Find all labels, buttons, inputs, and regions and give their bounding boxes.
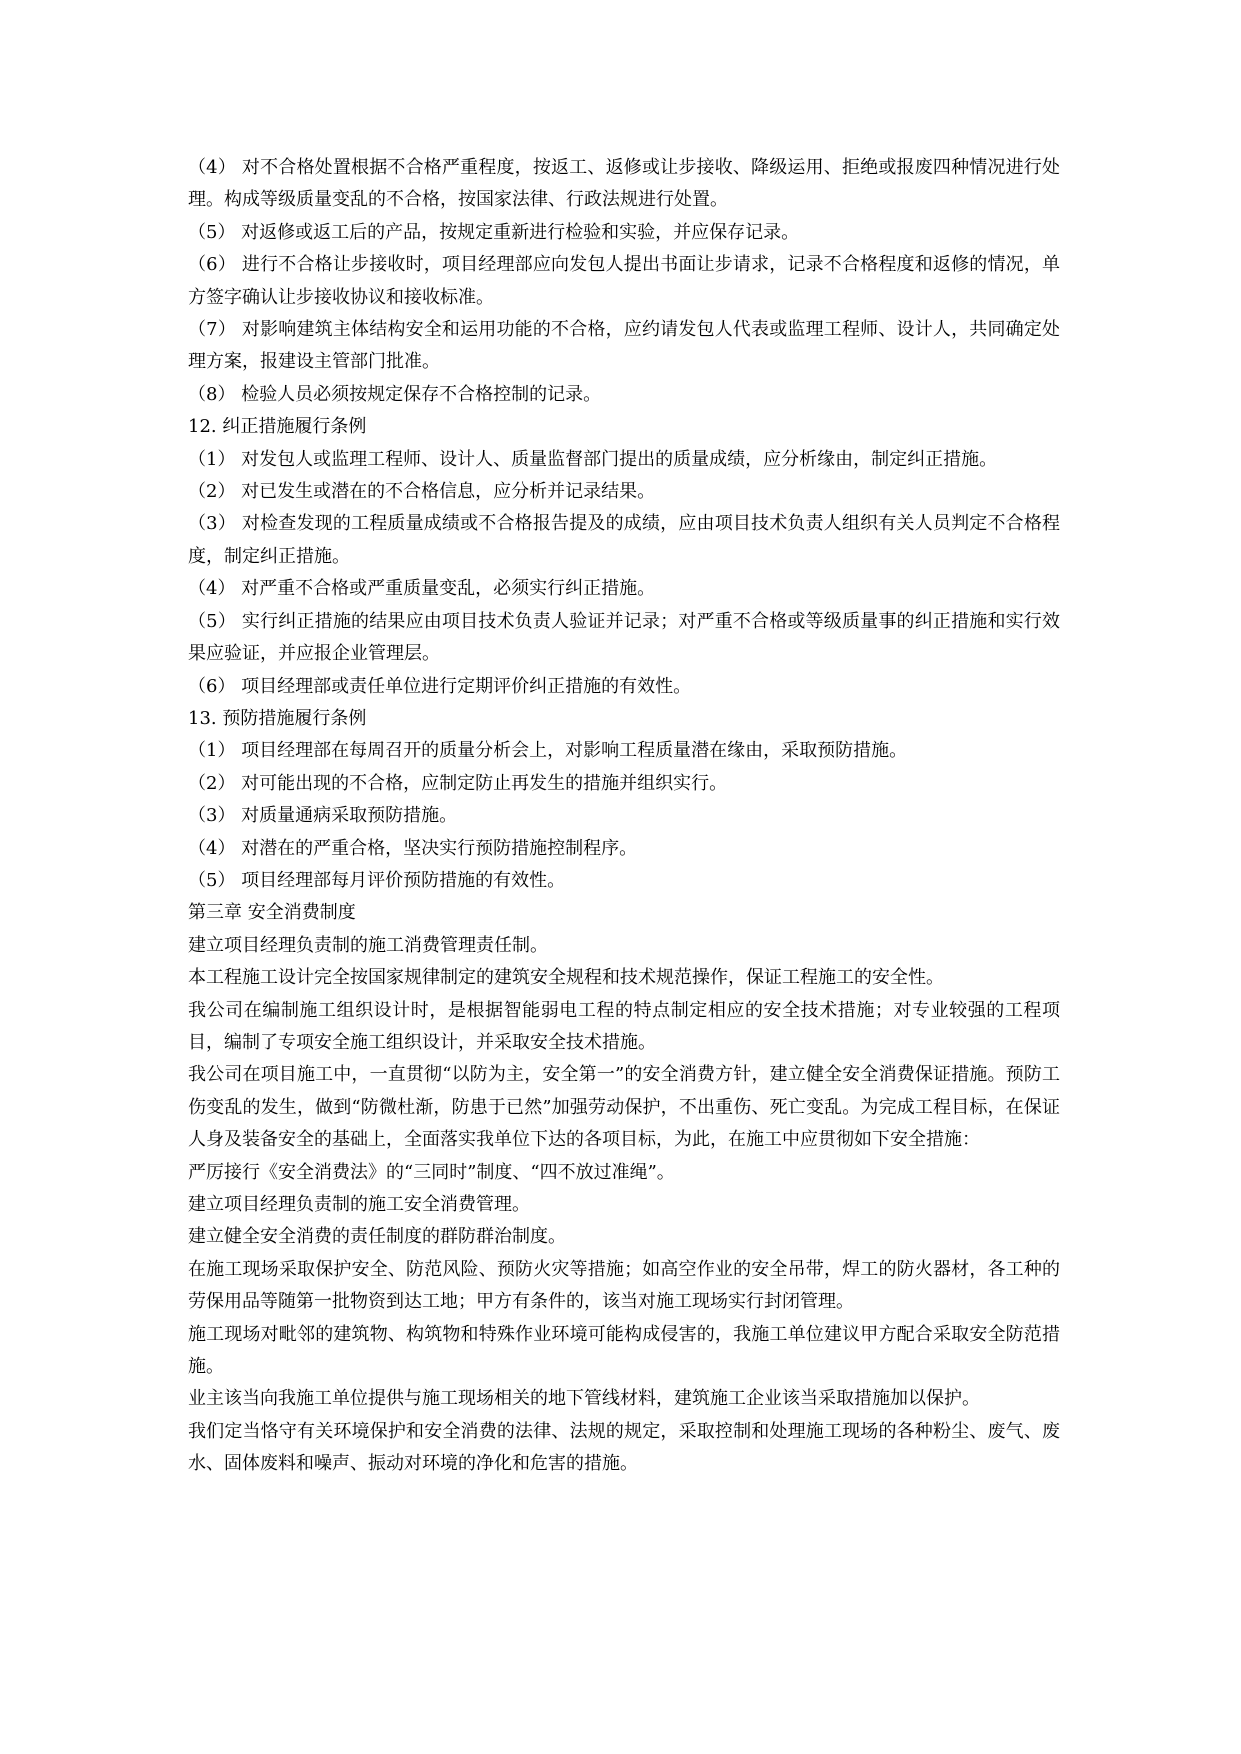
corrective-item-2: （2） 对已发生或潜在的不合格信息，应分析并记录结果。: [188, 481, 656, 503]
safety-paragraph-2: 本工程施工设计完全按国家规律制定的建筑安全规程和技术规范操作，保证工程施工的安全性。: [188, 967, 944, 989]
preventive-item-3: （3） 对质量通病采取预防措施。: [188, 805, 458, 827]
safety-paragraph-10: 业主该当向我施工单位提供与施工现场相关的地下管线材料，建筑施工企业该当采取措施加以保护。: [188, 1388, 980, 1410]
section-heading-12: 12. 纠正措施履行条例: [188, 416, 367, 438]
corrective-item-6: （6） 项目经理部或责任单位进行定期评价纠正措施的有效性。: [188, 675, 692, 697]
safety-paragraph-3: 我公司在编制施工组织设计时，是根据智能弱电工程的特点制定相应的安全技术措施；对专业较强的工程项目，编制了专项安全施工组织设计，并采取安全技术措施。: [188, 999, 1060, 1053]
safety-paragraph-4: 我公司在项目施工中，一直贯彻“以防为主，安全第一”的安全消费方针，建立健全安全消费保证措施。预防工伤变乱的发生，做到“防微杜渐，防患于已然”加强劳动保护，不出重伤、死亡变乱。为完成工程目标，在保证人身及装备安全的基础上，全面落实我单位下达的各项目标，为此，在施工中应贯彻如下安全措施：: [188, 1064, 1060, 1151]
safety-paragraph-5: 严厉接行《安全消费法》的“三同时”制度、“四不放过准绳”。: [188, 1161, 675, 1183]
section-heading-13: 13. 预防措施履行条例: [188, 707, 367, 729]
document-body: [188, 152, 1060, 1481]
corrective-item-1: （1） 对发包人或监理工程师、设计人、质量监督部门提出的质量成绩，应分析缘由，制定纠正措施。: [188, 448, 998, 470]
paragraph-item-7: （7） 对影响建筑主体结构安全和运用功能的不合格，应约请发包人代表或监理工程师、设计人，共同确定处理方案，报建设主管部门批准。: [188, 319, 1060, 373]
preventive-item-1: （1） 项目经理部在每周召开的质量分析会上，对影响工程质量潜在缘由，采取预防措施。: [188, 740, 908, 762]
preventive-item-5: （5） 项目经理部每月评价预防措施的有效性。: [188, 869, 566, 891]
safety-paragraph-8: 在施工现场采取保护安全、防范风险、预防火灾等措施；如高空作业的安全吊带，焊工的防火器材，各工种的劳保用品等随第一批物资到达工地；甲方有条件的，该当对施工现场实行封闭管理。: [188, 1258, 1060, 1313]
corrective-item-5: （5） 实行纠正措施的结果应由项目技术负责人验证并记录；对严重不合格或等级质量事的纠正措施和实行效果应验证，并应报企业管理层。: [188, 610, 1060, 665]
paragraph-item-6: （6） 进行不合格让步接收时，项目经理部应向发包人提出书面让步请求，记录不合格程度和返修的情况，单方签字确认让步接收协议和接收标准。: [188, 254, 1060, 308]
safety-paragraph-1: 建立项目经理负责制的施工消费管理责任制。: [188, 934, 548, 956]
paragraph-item-8: （8） 检验人员必须按规定保存不合格控制的记录。: [188, 383, 602, 405]
preventive-item-2: （2） 对可能出现的不合格，应制定防止再发生的措施并组织实行。: [188, 772, 728, 794]
safety-paragraph-11: 我们定当恪守有关环境保护和安全消费的法律、法规的规定，采取控制和处理施工现场的各种粉尘、废气、废水、固体废料和噪声、振动对环境的净化和危害的措施。: [188, 1420, 1060, 1475]
corrective-item-4: （4） 对严重不合格或严重质量变乱，必须实行纠正措施。: [188, 578, 656, 600]
safety-paragraph-9: 施工现场对毗邻的建筑物、构筑物和特殊作业环境可能构成侵害的，我施工单位建议甲方配合采取安全防范措施。: [188, 1323, 1060, 1378]
chapter-heading: 第三章 安全消费制度: [188, 902, 356, 924]
paragraph-item-4: （4） 对不合格处置根据不合格严重程度，按返工、返修或让步接收、降级运用、拒绝或报废四种情况进行处理。构成等级质量变乱的不合格，按国家法律、行政法规进行处置。: [188, 157, 1060, 211]
safety-paragraph-7: 建立健全安全消费的责任制度的群防群治制度。: [188, 1226, 566, 1248]
paragraph-item-5: （5） 对返修或返工后的产品，按规定重新进行检验和实验，并应保存记录。: [188, 221, 800, 243]
corrective-item-3: （3） 对检查发现的工程质量成绩或不合格报告提及的成绩，应由项目技术负责人组织有关人员判定不合格程度，制定纠正措施。: [188, 513, 1060, 567]
preventive-item-4: （4） 对潜在的严重合格，坚决实行预防措施控制程序。: [188, 837, 638, 859]
safety-paragraph-6: 建立项目经理负责制的施工安全消费管理。: [188, 1194, 530, 1215]
